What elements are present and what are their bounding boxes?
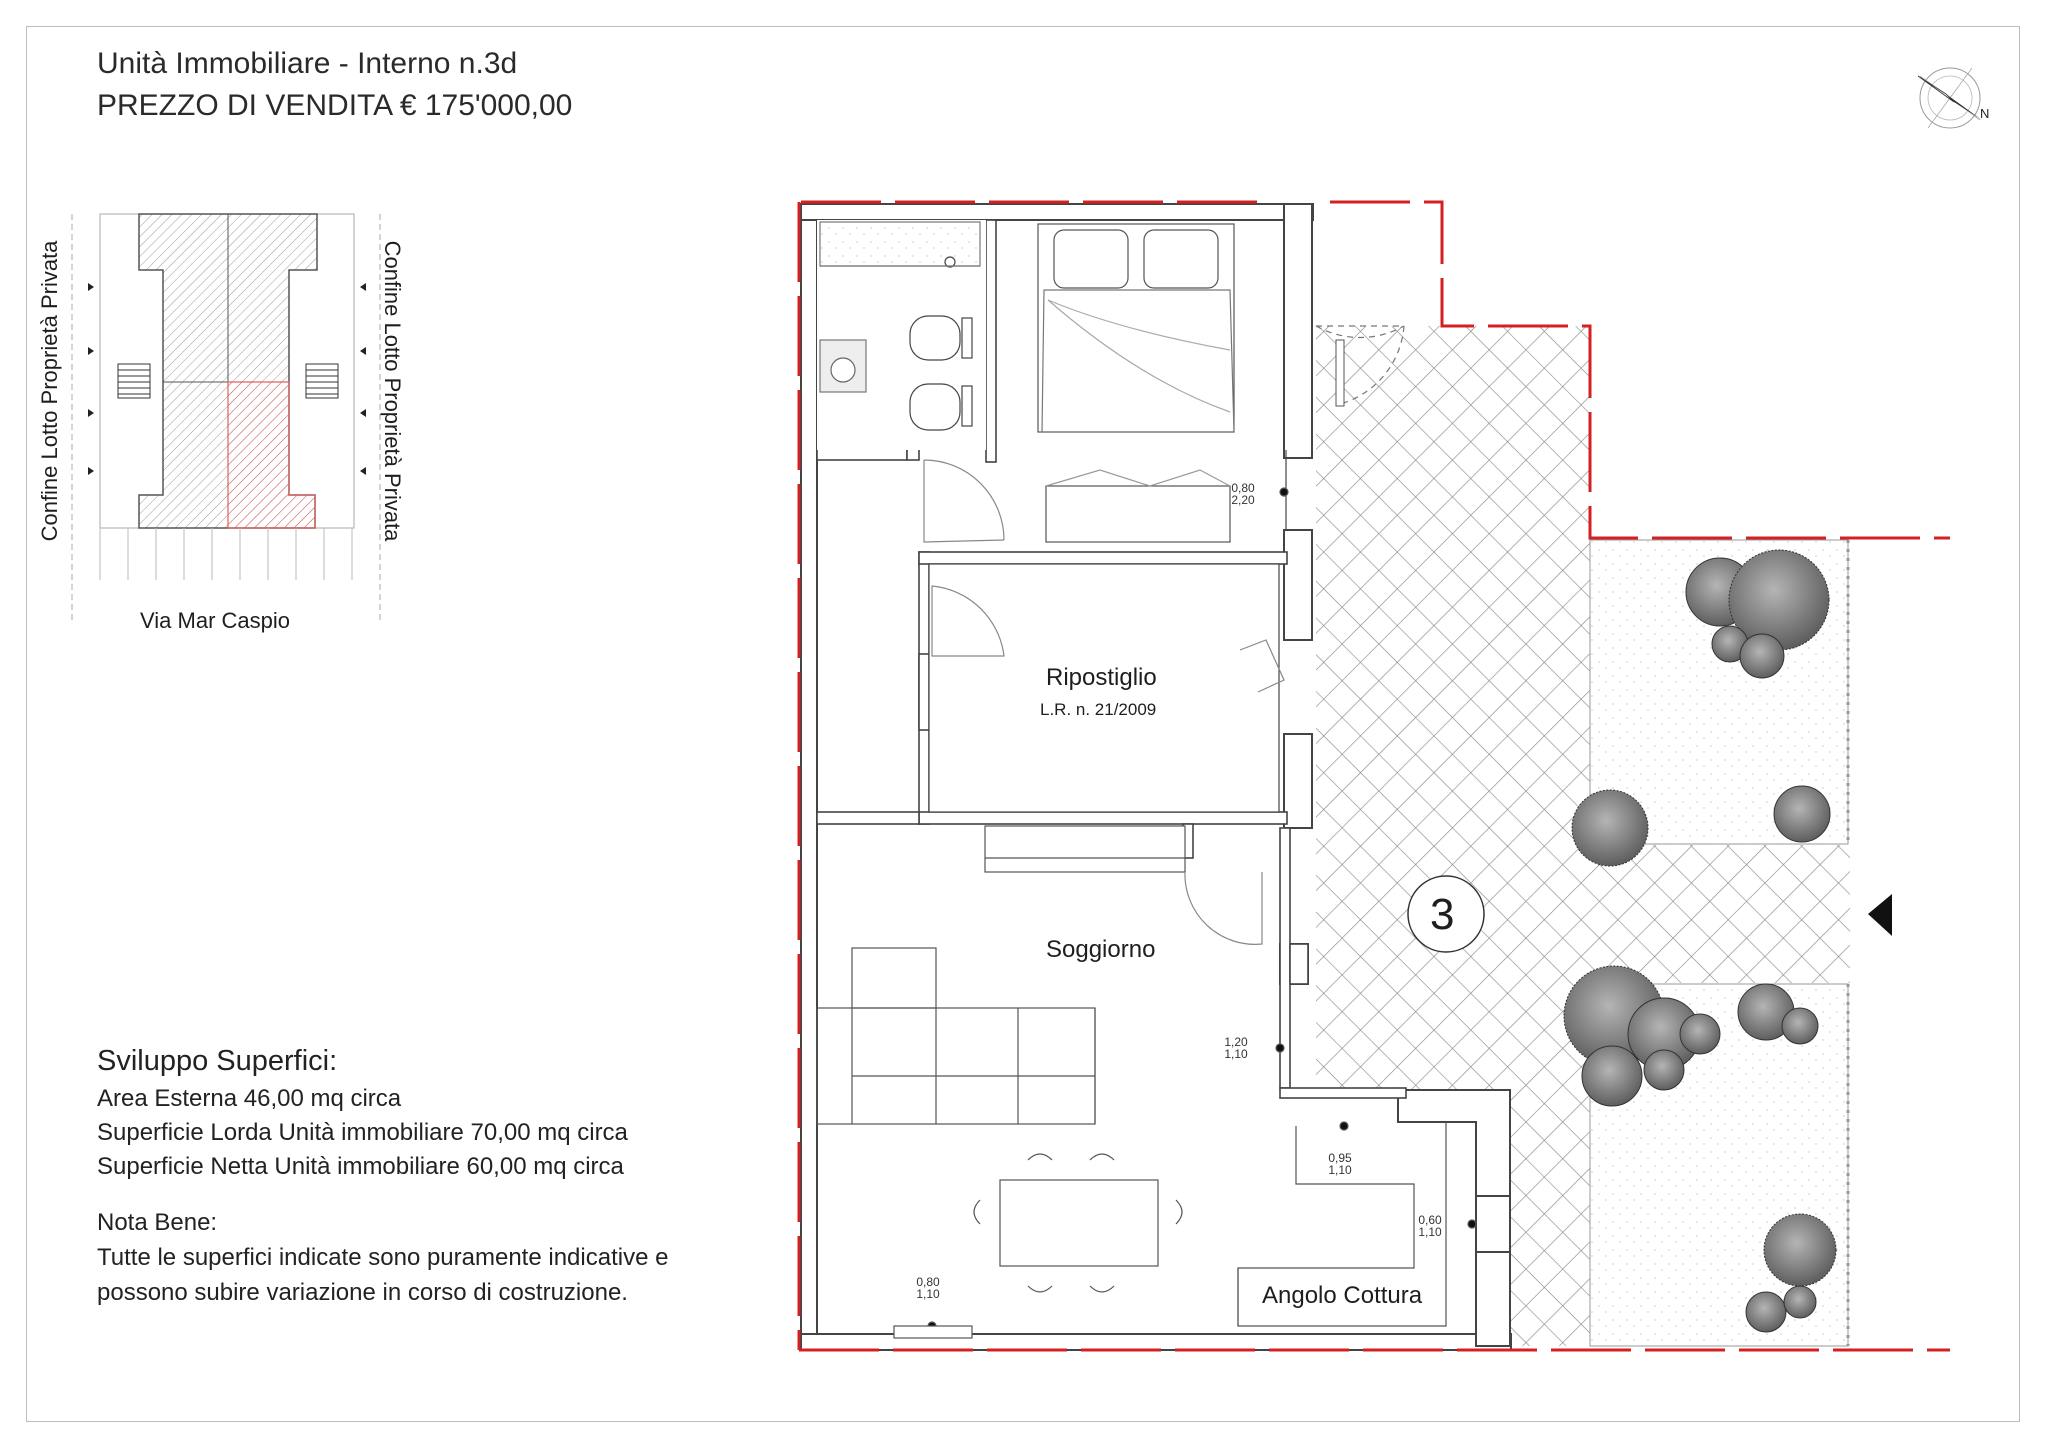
right-boundary-label: Confine Lotto Proprietà Privata [380,240,405,542]
window-dim-kitchen-b: 0,60 1,10 [1418,1213,1442,1239]
area-line: Area Esterna 46,00 mq circa [97,1085,402,1112]
bathroom [817,220,1004,542]
window-dim-living: 1,20 1,10 [1224,1035,1248,1061]
storage-room-note: L.R. n. 21/2009 [1040,700,1157,719]
area-line: Superficie Netta Unità immobiliare 60,00 mq circa [97,1153,624,1180]
north-arrow-icon [1918,68,1989,128]
street-label: Via Mar Caspio [140,608,290,633]
sale-price: PREZZO DI VENDITA € 175'000,00 [97,89,573,122]
nota-bene-text: Tutte le superfici indicate sono puramente indicative e possono subire variazione in corso di costruzione. [97,1244,669,1306]
left-boundary-label: Confine Lotto Proprietà Privata [37,240,62,542]
unit-title: Unità Immobiliare - Interno n.3d [97,47,518,80]
window-dim-kitchen-a: 0,95 1,10 [1328,1151,1352,1177]
unit-highlight [228,382,315,528]
floor-plan [799,202,1950,1350]
terrace-number: 3 [1430,890,1455,939]
window-dim-bedroom: 0,80 2,20 [1231,481,1255,507]
site-key-plan [72,214,380,620]
area-notes [97,1044,737,1310]
kitchen-name: Angolo Cottura [1262,1282,1423,1309]
entrance-arrow-icon [1868,894,1892,936]
area-line: Superficie Lorda Unità immobiliare 70,00 mq circa [97,1119,628,1146]
areas-heading: Sviluppo Superfici: [97,1045,338,1077]
living-room-name: Soggiorno [1046,936,1156,963]
svg-text:N: N [1980,106,1990,121]
nota-bene-heading: Nota Bene: [97,1209,218,1236]
window-dim-bottom: 0,80 1,10 [916,1275,940,1301]
storage-room-name: Ripostiglio [1046,664,1157,691]
